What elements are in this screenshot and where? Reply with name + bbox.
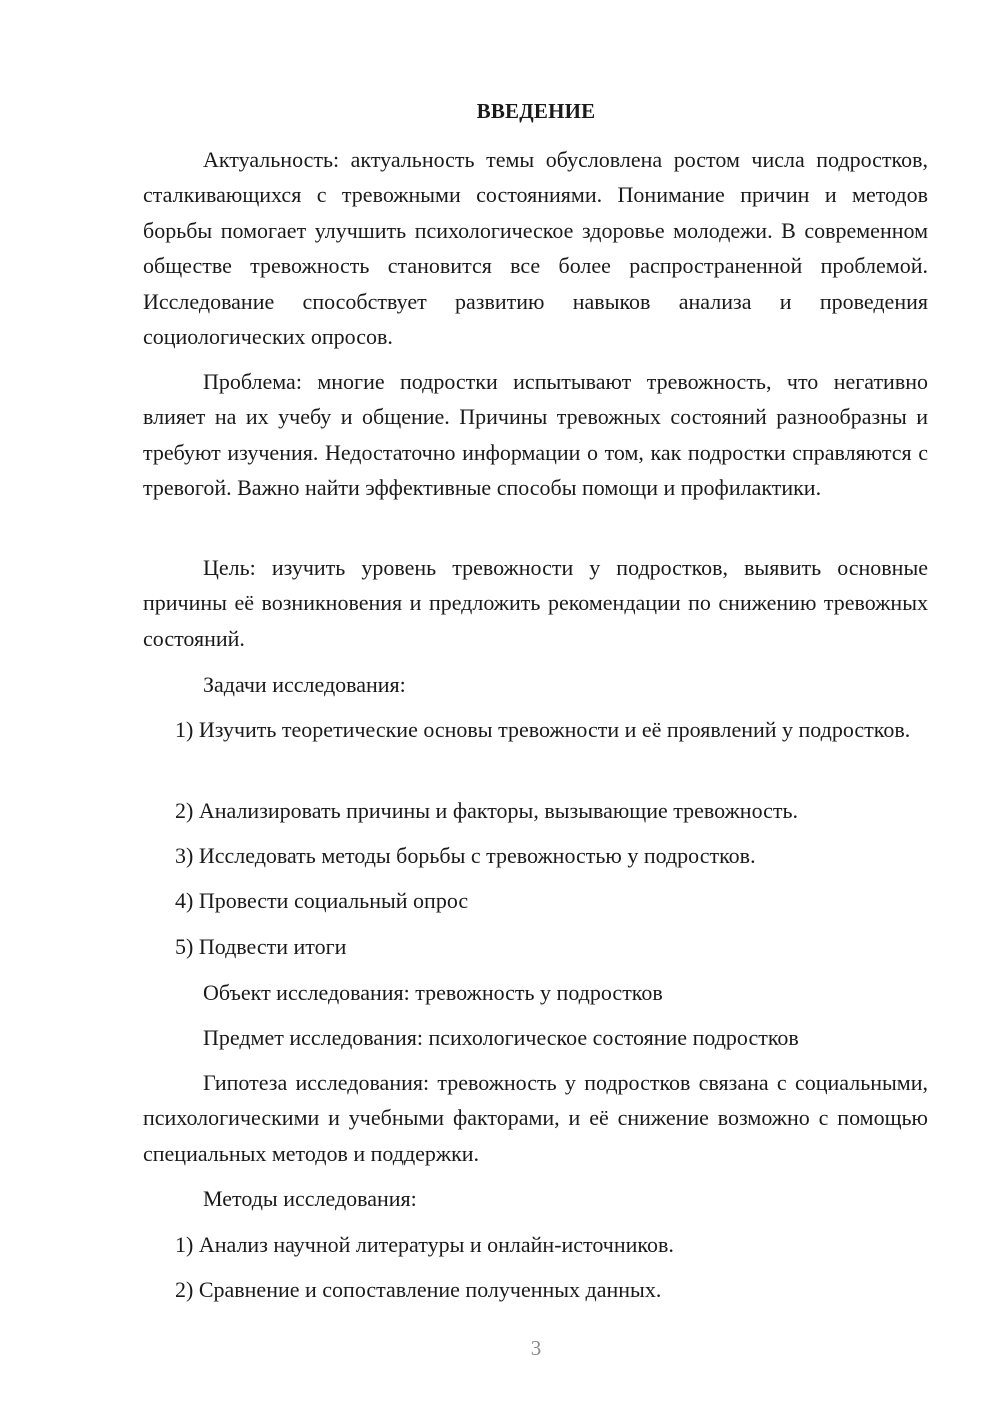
problem-paragraph (143, 364, 928, 506)
list-item: 5) Подвести итоги (175, 934, 347, 959)
task-item-5-block (143, 929, 928, 964)
page-number: 3 (530, 1336, 542, 1360)
task-item-2-block (143, 793, 928, 828)
method-item-1-block (143, 1227, 928, 1262)
hypothesis-paragraph (143, 1065, 928, 1171)
list-item: 3) Исследовать методы борьбы с тревожностью у подростков. (175, 843, 756, 868)
subject-paragraph (143, 1020, 928, 1055)
tasks-heading-block (143, 667, 928, 702)
relevance-text: Актуальность: актуальность темы обусловлена ростом числа подростков, сталкивающихся с тревожными состояниями. Понимание причин и методов борьбы помогает улучшить психологическое здоровье молодежи. В современном обществе тревожность становится все более распространенной проблемой. Исследование способствует развитию навыков анализа и проведения социологических опросов. (143, 147, 928, 350)
tasks-heading: Задачи исследования: (203, 672, 406, 697)
task-item-3-block (143, 838, 928, 873)
goal-text: Цель: изучить уровень тревожности у подростков, выявить основные причины её возникновения и предложить рекомендации по снижению тревожных состояний. (143, 555, 928, 651)
task-item-1-block (143, 712, 928, 747)
list-item: 4) Провести социальный опрос (175, 888, 469, 913)
method-item-2-block (143, 1272, 928, 1307)
problem-text: Проблема: многие подростки испытывают тревожность, что негативно влияет на их учебу и общение. Причины тревожных состояний разнообразны и требуют изучения. Недостаточно информации о том, как подростки справляются с тревогой. Важно найти эффективные способы помощи и профилактики. (143, 369, 928, 501)
methods-heading: Методы исследования: (203, 1186, 417, 1211)
list-item: 1) Анализ научной литературы и онлайн-источников. (175, 1232, 674, 1257)
hypothesis-text: Гипотеза исследования: тревожность у подростков связана с социальными, психологическими и учебными факторами, и её снижение возможно с помощью специальных методов и поддержки. (143, 1070, 928, 1166)
task-item-4-block (143, 883, 928, 918)
methods-heading-block (143, 1181, 928, 1216)
subject-text: Предмет исследования: психологическое состояние подростков (203, 1025, 799, 1050)
goal-paragraph (143, 550, 928, 656)
page-title: ВВЕДЕНИЕ (476, 99, 596, 123)
relevance-paragraph (143, 142, 928, 354)
list-item: 2) Анализировать причины и факторы, вызывающие тревожность. (175, 798, 799, 823)
object-text: Объект исследования: тревожность у подростков (203, 980, 663, 1005)
list-item: 1) Изучить теоретические основы тревожности и её проявлений у подростков. (175, 717, 911, 742)
object-paragraph (143, 975, 928, 1010)
list-item: 2) Сравнение и сопоставление полученных данных. (175, 1277, 662, 1302)
